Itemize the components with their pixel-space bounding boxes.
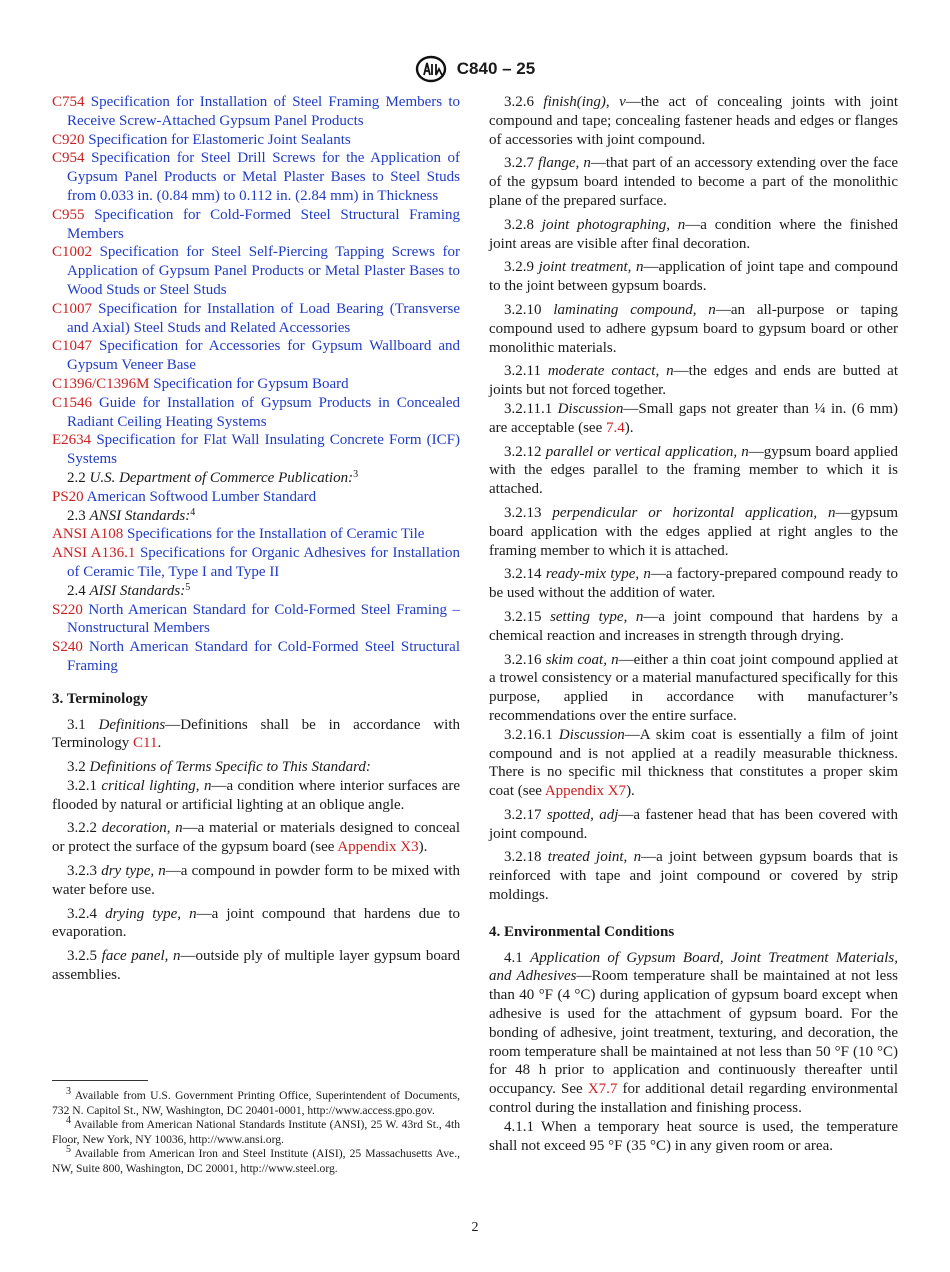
reference-code-link[interactable]: C1546: [52, 394, 93, 411]
right-column: [489, 93, 898, 1160]
paragraph-3-2-6: 3.2.6 finish(ing), v—the act of concealing joints with joint compound and tape; concealing fastener heads and edges or flanges of accessories with joint compound.: [489, 94, 899, 148]
paragraph-4-1: 4.1 Application of Gypsum Board, Joint Treatment Materials, and Adhesives—Room temperature shall be maintained at not less than 40 °F (4 °C) during application of gypsum board except when adhesive is used for the attachment of gypsum board. For the bonding of adhesive, joint treatment, texturing, and decoration, the room temperature shall be maintained at not less than 50 °F (10 °C) for 48 h prior to application and continuously thereafter until occupancy. See X7.7 for additional detail regarding environmental control during the installation and finishing process.: [489, 949, 898, 1117]
footnote-ref[interactable]: 3: [353, 468, 359, 480]
paragraph-3-2-9: 3.2.9 joint treatment, n—application of joint tape and compound to the joint between gypsum boards.: [489, 259, 898, 295]
footnote: $^3$ Available from U.S. Government Printing Office, Superintendent of Documents, 732 N. Capitol St., NW, Washington, DC 20401-0001, http://www.access.gpo.gov.: [52, 1086, 460, 1117]
reference-title-link[interactable]: Specification for Installation of Load Bearing (Transverse and Axial) Steel Studs and Related Accessories: [67, 300, 461, 336]
reference-item: [52, 300, 460, 338]
reference-item: [52, 544, 460, 582]
reference-item: [52, 131, 460, 150]
reference-code-link[interactable]: ANSI A108: [52, 526, 124, 543]
paragraph-3-2-1: 3.2.1 critical lighting, n—a condition where interior surfaces are flooded by natural or artificial lighting at an oblique angle.: [52, 777, 461, 813]
paragraph-3-2-14: 3.2.14 ready-mix type, n—a factory-prepared compound ready to be used without the addition of water.: [489, 566, 899, 602]
reference-item: [52, 243, 460, 299]
footnotes: [52, 1086, 460, 1177]
paragraph-3-2-2: 3.2.2 decoration, n—a material or materials designed to conceal or protect the surface of the gypsum board (see Appendix X3).: [52, 820, 460, 856]
reference-code-link[interactable]: C920: [52, 131, 85, 148]
paragraph-3-2-3: 3.2.3 dry type, n—a compound in powder form to be mixed with water before use.: [52, 863, 461, 898]
reference-code-link[interactable]: C1002: [52, 244, 93, 261]
reference-title-link[interactable]: North American Standard for Cold-Formed Steel Framing – Nonstructural Members: [67, 601, 460, 637]
reference-item: [52, 337, 460, 375]
reference-item: [52, 206, 460, 244]
reference-item: [52, 638, 460, 676]
paragraph-3-2-13: 3.2.13 perpendicular or horizontal application, n—gypsum board application with the edges applied at right angles to the framing member to which it is attached.: [489, 504, 899, 559]
paragraph-4-1-1: 4.1.1 When a temporary heat source is used, the temperature shall not exceed 95 °F (35 °C) in any given room or area.: [489, 1118, 898, 1154]
paragraph-3-2-16-1: 3.2.16.1 Discussion—A skim coat is essentially a film of joint compound and is not applied at a readily measurable thickness. There is no specific mil thickness that constitutes a proper skim coat (see Appendix X7).: [489, 726, 898, 800]
reference-title-link[interactable]: Specifications for Organic Adhesives for Installation of Ceramic Tile, Type I and Type II: [67, 545, 460, 580]
reference-item: [52, 394, 460, 432]
paragraph-3-2-16: 3.2.16 skim coat, n—either a thin coat joint compound applied at a trowel consistency or a material manufactured specifically for this purpose, applied in accordance with manufacturer’s recommendations over the entire surface.: [489, 651, 898, 724]
reference-title-link[interactable]: Specification for Installation of Steel Framing Members to Receive Screw-Attached Gypsum Panel Products: [67, 94, 460, 129]
reference-title-link[interactable]: Guide for Installation of Gypsum Products in Concealed Radiant Ceiling Heating Systems: [67, 394, 461, 430]
paragraph-3-2-18: 3.2.18 treated joint, n—a joint between gypsum boards that is reinforced with tape and joint compound or covered by strip moldings.: [489, 849, 898, 904]
footnote-ref[interactable]: 4: [190, 506, 196, 518]
reference-code-link[interactable]: C1007: [52, 300, 93, 317]
reference-code-link[interactable]: C754: [52, 94, 85, 110]
reference-title-link[interactable]: American Softwood Lumber Standard: [86, 488, 317, 505]
reference-item: [52, 601, 460, 639]
cross-reference-link[interactable]: Appendix X3: [337, 839, 419, 856]
reference-title-link[interactable]: Specification for Elastomeric Joint Sealants: [88, 131, 351, 148]
cross-reference-link[interactable]: C11: [133, 735, 158, 752]
cross-reference-link[interactable]: 7.4: [606, 419, 625, 436]
reference-item: [52, 488, 460, 507]
reference-item: [52, 431, 460, 469]
document-designation: C840 – 25: [456, 59, 536, 78]
reference-item: [52, 93, 460, 131]
paragraph-3-2-12: 3.2.12 parallel or vertical application, n—gypsum board applied with the edges parallel to the framing member to which it is attached.: [489, 443, 899, 498]
paragraph-3-2-7: 3.2.7 flange, n—that part of an accessory extending over the face of the gypsum board intended to become a part of the monolithic plane of the prepared surface.: [489, 155, 898, 209]
footnote-ref[interactable]: 5: [185, 581, 191, 593]
section-2-2-heading: 2.2 U.S. Department of Commerce Publication:$^3$: [67, 468, 359, 486]
footnote: $^4$ Available from American National Standards Institute (ANSI), 25 W. 43rd St., 4th Floor, New York, NY 10036, http://www.ansi.org.: [52, 1115, 460, 1146]
paragraph-3-2-4: 3.2.4 drying type, n—a joint compound that hardens due to evaporation.: [52, 905, 461, 941]
page-header: [0, 55, 950, 83]
reference-item: [52, 149, 460, 205]
left-column: [52, 93, 460, 990]
reference-item: [52, 525, 460, 544]
reference-code-link[interactable]: S240: [52, 639, 83, 656]
reference-title-link[interactable]: Specifications for the Installation of Ceramic Tile: [127, 526, 425, 543]
reference-code-link[interactable]: PS20: [52, 488, 84, 505]
paragraph-3-1: 3.1 Definitions—Definitions shall be in accordance with Terminology C11.: [52, 716, 461, 752]
reference-title-link[interactable]: Specification for Accessories for Gypsum Wallboard and Gypsum Veneer Base: [67, 338, 460, 374]
reference-title-link[interactable]: Specification for Gypsum Board: [153, 375, 349, 392]
section-2-4-heading: 2.4 AISI Standards:$^5$: [67, 581, 191, 599]
reference-item: [52, 375, 460, 394]
paragraph-3-2-11: 3.2.11 moderate contact, n—the edges and ends are butted at joints but not forced together.: [489, 363, 898, 399]
footnote-divider: [52, 1080, 148, 1081]
reference-title-link[interactable]: Specification for Flat Wall Insulating Concrete Form (ICF) Systems: [67, 432, 460, 468]
astm-logo-icon: [415, 55, 447, 83]
reference-title-link[interactable]: Specification for Cold-Formed Steel Structural Framing Members: [67, 206, 461, 242]
reference-code-link[interactable]: E2634: [52, 432, 92, 449]
section-3-heading: 3. Terminology: [52, 690, 148, 707]
cross-reference-link[interactable]: Appendix X7: [544, 783, 627, 800]
cross-reference-link[interactable]: X7.7: [587, 1081, 618, 1098]
reference-code-link[interactable]: ANSI A136.1: [52, 545, 136, 562]
reference-code-link[interactable]: C954: [52, 150, 85, 167]
reference-title-link[interactable]: Specification for Steel Drill Screws for the Application of Gypsum Panel Products or Metal Plaster Bases to Steel Studs from 0.033 in. (0.84 mm) to 0.112 in. (2.84 mm) in Thickness: [67, 150, 460, 204]
reference-code-link[interactable]: C1396/C1396M: [52, 375, 150, 392]
paragraph-3-2-5: 3.2.5 face panel, n—outside ply of multiple layer gypsum board assemblies.: [52, 948, 461, 984]
section-2-3-heading: 2.3 ANSI Standards:$^4$: [67, 506, 196, 524]
reference-title-link[interactable]: North American Standard for Cold-Formed Steel Structural Framing: [67, 639, 460, 674]
reference-code-link[interactable]: S220: [52, 601, 83, 618]
referenced-documents-list: [52, 93, 460, 469]
footnote: $^5$ Available from American Iron and Steel Institute (AISI), 25 Massachusetts Ave., NW, Suite 800, Washington, DC 20001, http://www.steel.org.: [52, 1144, 460, 1175]
reference-code-link[interactable]: C1047: [52, 338, 93, 355]
paragraph-3-2-11-1: 3.2.11.1 Discussion—Small gaps not greater than ¼ in. (6 mm) are acceptable (see 7.4).: [489, 400, 898, 436]
section-4-heading: 4. Environmental Conditions: [489, 923, 675, 940]
page-number: 2: [471, 1220, 479, 1235]
reference-title-link[interactable]: Specification for Steel Self-Piercing Tapping Screws for Application of Gypsum Panel Products or Metal Plaster Bases to Wood Studs or Steel Studs: [67, 244, 461, 298]
paragraph-3-2-8: 3.2.8 joint photographing, n—a condition where the finished joint areas are visible after final decoration.: [489, 216, 898, 252]
reference-code-link[interactable]: C955: [52, 206, 85, 223]
paragraph-3-2-10: 3.2.10 laminating compound, n—an all-purpose or taping compound used to adhere gypsum board to gypsum board or other monolithic materials.: [489, 301, 898, 356]
paragraph-3-2-17: 3.2.17 spotted, adj—a fastener head that has been covered with joint compound.: [489, 806, 899, 842]
paragraph-3-2: 3.2 Definitions of Terms Specific to This Standard:: [67, 759, 371, 776]
paragraph-3-2-15: 3.2.15 setting type, n—a joint compound that hardens by a chemical reaction and increases in strength through drying.: [489, 608, 899, 644]
